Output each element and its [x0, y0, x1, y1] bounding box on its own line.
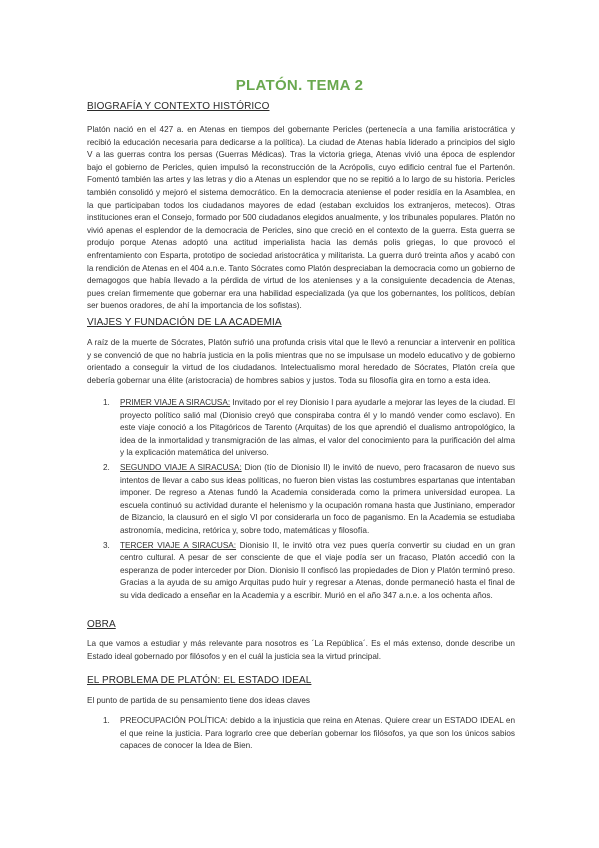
list-item-text: Dion (tío de Dionisio II) le invitó de nuevo, pero fracasaron de nuevo sus intentos de llevar a cabo sus ideas políticas, no fueron bien vistas las costumbres espartanas que intentaban imponer. De regreso a Atenas fundó la Academia considerada como la primera universidad europea. La escuela continuó su actividad durante el helenismo y la ocupación romana hasta que Justiniano, emperador de Bizancio, la clausuró en el siglo VI por considerarla un foco de paganismo. En la Academia se estudiaba astronomía, medicina, retórica y, sobre todo, matemáticas y filosofía. [120, 462, 515, 535]
paragraph-obra: La que vamos a estudiar y más relevante para nosotros es ´La República´. Es el más extenso, donde describe un Estado ideal gobernado por filósofos y en el cuál la justicia sea la virtud principal. [87, 639, 515, 661]
document-title: PLATÓN. TEMA 2 [235, 77, 364, 94]
paragraph-viajes: A raíz de la muerte de Sócrates, Platón sufrió una profunda crisis vital que le llevó a renunciar a intervenir en política y se convenció de que no habría justicia en la polis mientras que no se impulsase un modelo educativo y de gobierno orientado a conseguir la virtud de los ciudadanos. Intelectualismo moral heredado de Sócrates, Platón creía que debería gobernar una élite (aristocracia) de hombres sabios y justos. Toda su filosofía gira en torno a esta idea. [87, 338, 515, 385]
heading-obra: OBRA [87, 619, 116, 630]
list-item-title: PRIMER VIAJE A SIRACUSA: [120, 398, 231, 407]
list-estado-ideal [87, 715, 515, 755]
list-item [87, 715, 515, 753]
list-item-text: PREOCUPACIÓN POLÍTICA: debido a la injusticia que reina en Atenas. Quiere crear un ESTADO IDEAL en el que reine la justicia. Para lograrlo cree que deberían gobernar los filósofos, ya que son los únicos sabios capaces de conocer la Idea de Bien. [120, 716, 515, 751]
list-item-title: TERCER VIAJE A SIRACUSA: [120, 540, 237, 550]
list-item-text: Invitado por el rey Dionisio I para ayudarle a mejorar las leyes de la ciudad. El proyecto político salió mal (Dionisio creyó que conspiraba contra él y lo mandó vender como esclavo). En este viaje conoció a los Pitagóricos de Tarento (Arquitas) de los que aprendió el dualismo antropológico, la idea de la inmortalidad y transmigración de las almas, el valor del conocimiento para la purificación del alma y la explicación matemática del universo. [120, 398, 516, 458]
list-item-number: 3. [103, 540, 110, 550]
heading-estado-ideal: EL PROBLEMA DE PLATÓN: EL ESTADO IDEAL [87, 675, 312, 686]
paragraph-biografia: Platón nació en el 427 a. en Atenas en tiempos del gobernante Pericles (pertenecía a una familia aristocrática y recibió la educación necesaria para dedicarse a la política). La ciudad de Atenas había liderado a principios del siglo V a las guerras contra los persas (Guerras Médicas). Tras la victoria griega, Atenas vivió una época de esplendor bajo el gobierno de Pericles, quien impulsó la reconstrucción de la Acrópolis, cuyo edificio central fue el Partenón. Fomentó también las artes y las letras y dio a Atenas un esplendor que no se repitió a lo largo de su historia. Pericles también consolidó y mejoró el sistema democrático. En la democracia ateniense el poder residía en la Asamblea, en la que participaban todos los ciudadanos mayores de edad (estaban excluidos los extranjeros, metecos). Otras instituciones eran el Consejo, formado por 500 ciudadanos elegidos anualmente, y los tribunales populares. Platón no vivió apenas el esplendor de la democracia de Pericles, sino que creció en el contexto de la guerra. Esta guerra se produjo porque Atenas adoptó una actitud imperialista hacia las demás polis griegas, lo que provocó el enfrentamiento con Esparta, prototipo de sociedad aristocrática y militarista. La guerra duró treinta años y acabó con la rendición de Atenas en el 404 a.n.e. Tanto Sócrates como Platón despreciaban la democracia como un gobierno de demagogos que había llevado a la pérdida de virtud de los atenienses y a la consiguiente decadencia de Atenas, pues creían firmemente que gobernar era una habilidad especializada (ya que los gobernantes, los políticos, debían ser buenos oradores, de ahí la importancia de los sofistas). [87, 125, 515, 311]
list-item-text: Dionisio II, le invitó otra vez pues quería convertir su ciudad en un gran centro cultural. A pesar de ser consciente de que el viaje podía ser un fracaso, Platón accedió con la esperanza de poder interceder por Dion. Dionisio II confiscó las propiedades de Dion y Platón terminó preso. Gracias a la ayuda de su amigo Arquitas pudo huir y regresar a Atenas, donde permaneció hasta el final de su vida dedicado a enseñar en la Academia y a escribir. Murió en el año 347 a.n.e. a los ochenta años. [120, 540, 515, 600]
list-item-number: 1. [103, 398, 110, 407]
list-item [87, 540, 515, 603]
heading-viajes: VIAJES Y FUNDACIÓN DE LA ACADEMIA [87, 317, 282, 328]
list-item-number: 2. [103, 462, 110, 472]
heading-biografia: BIOGRAFÍA Y CONTEXTO HISTÓRICO [87, 101, 270, 112]
list-item [87, 397, 515, 460]
list-item-title: SEGUNDO VIAJE A SIRACUSA: [120, 462, 242, 472]
list-item [87, 462, 515, 538]
list-item-number: 1. [103, 716, 110, 725]
paragraph-estado-ideal: El punto de partida de su pensamiento tiene dos ideas claves [87, 696, 311, 705]
list-viajes [87, 397, 515, 605]
